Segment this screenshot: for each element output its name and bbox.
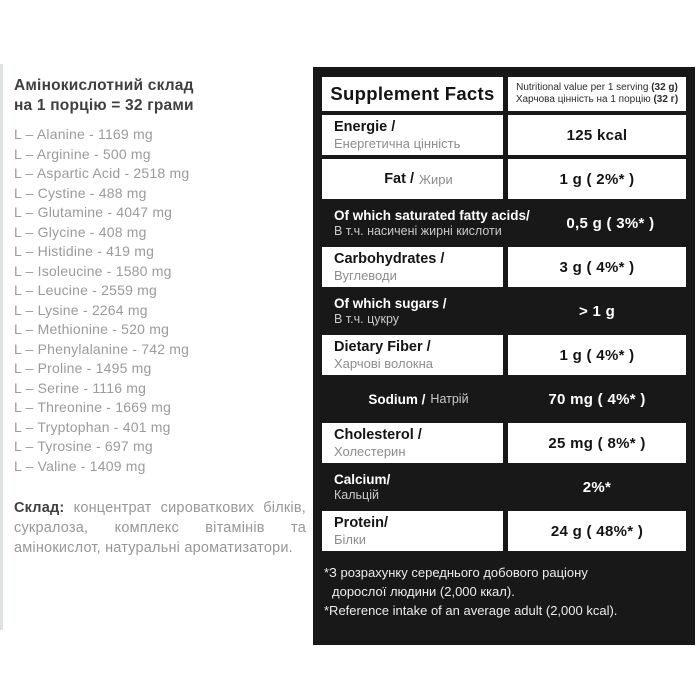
- list-item: L – Proline - 1495 mg: [14, 360, 152, 376]
- nutrient-name-en: Of which sugars /: [334, 296, 447, 311]
- serving-line-ua: Харчова цінність на 1 порцію (32 г): [515, 94, 679, 105]
- nutrient-name-ua: В т.ч. насичені жирні кислоти: [334, 224, 502, 238]
- list-item: L – Serine - 1116 mg: [14, 379, 147, 396]
- nutrient-name-ua: В т.ч. цукру: [334, 312, 400, 326]
- nutrient-row-saturated-fat: [322, 203, 686, 243]
- amino-panel: [14, 76, 306, 558]
- nutrient-row-sodium: [322, 379, 686, 419]
- list-item: L – Glycine - 408 mg: [14, 223, 147, 240]
- amino-heading-line2: на 1 порцію = 32 грами: [14, 97, 194, 114]
- nutrient-name-ua: Натрій: [430, 391, 469, 406]
- nutrient-value: 2%*: [582, 478, 612, 496]
- list-item: L – Arginine - 500 mg: [14, 145, 151, 162]
- supplement-facts-header: [322, 77, 686, 111]
- list-item: L – Isoleucine - 1580 mg: [14, 262, 172, 279]
- list-item: L – Tryptophan - 401 mg: [14, 418, 171, 435]
- nutrient-value: 1 g ( 4%* ): [508, 335, 686, 375]
- list-item: L – Threonine - 1669 mg: [14, 399, 172, 415]
- list-item: L – Aspartic Acid - 2518 mg: [14, 165, 190, 181]
- left-border-line: [0, 64, 3, 630]
- amino-heading-line1: Амінокислотний склад: [14, 77, 194, 94]
- list-item: L – Leucine - 2559 mg: [14, 282, 157, 298]
- nutrient-name-ua: Кальцій: [334, 488, 379, 502]
- nutrient-row-energy: [322, 115, 686, 155]
- nutrient-name-en: Carbohydrates /: [334, 251, 445, 267]
- list-item: L – Cystine - 488 mg: [14, 184, 147, 201]
- list-item: L – Glutamine - 4047 mg: [14, 204, 173, 220]
- serving-size-ua: (32 г): [653, 94, 679, 105]
- reference-intake-footnote: [322, 563, 686, 620]
- nutrient-name-ua: Вуглеводи: [334, 268, 397, 283]
- nutrient-name-en: Calcium/: [334, 472, 391, 487]
- nutrient-value: > 1 g: [578, 302, 616, 320]
- nutrient-name-ua: Білки: [334, 532, 366, 547]
- nutrient-name-ua: Холестерин: [334, 444, 406, 459]
- nutrient-name-ua: Харчові волокна: [334, 356, 434, 371]
- nutrient-row-carbohydrates: [322, 247, 686, 287]
- serving-info-cell: [508, 77, 686, 111]
- nutrient-row-cholesterol: [322, 423, 686, 463]
- nutrient-value: 125 kcal: [508, 115, 686, 155]
- nutrient-name-en: Of which saturated fatty acids/: [334, 208, 530, 223]
- supplement-facts-panel: [313, 67, 695, 645]
- nutrient-name-ua: Енергетична цінність: [334, 136, 461, 151]
- serving-line-en: Nutritional value per 1 serving (32 g): [516, 82, 678, 93]
- nutrient-value: 0,5 g ( 3%* ): [566, 214, 655, 232]
- list-item: L – Lysine - 2264 mg: [14, 301, 148, 318]
- supplement-facts-title: Supplement Facts: [330, 83, 495, 104]
- amino-list: [14, 125, 306, 476]
- nutrient-value: 1 g ( 2%* ): [508, 159, 686, 199]
- list-item: L – Histidine - 419 mg: [14, 243, 155, 259]
- footnote-line: дорослої людини (2,000 ккал).: [332, 584, 515, 599]
- nutrient-value: 25 mg ( 8%* ): [508, 423, 686, 463]
- nutrient-value: 24 g ( 48%* ): [508, 511, 686, 551]
- nutrient-row-protein: [322, 511, 686, 551]
- ingredients-text: концентрат сироваткових білків, сукралоза, комплекс вітамінів та амінокислот, натуральні ароматизатори.: [14, 500, 306, 556]
- serving-size-en: (32 g): [651, 82, 678, 93]
- ingredients-paragraph: [14, 498, 306, 558]
- nutrient-name-en: Sodium /: [368, 391, 426, 407]
- nutrient-row-calcium: [322, 467, 686, 507]
- nutrient-name-en: Fat /: [384, 170, 415, 187]
- list-item: L – Valine - 1409 mg: [14, 457, 146, 474]
- nutrient-name-en: Protein/: [334, 515, 388, 531]
- list-item: L – Tyrosine - 697 mg: [14, 438, 153, 454]
- nutrient-name-ua: Жири: [419, 171, 453, 187]
- nutrient-row-sugars: [322, 291, 686, 331]
- nutrient-value: 3 g ( 4%* ): [508, 247, 686, 287]
- nutrient-value: 70 mg ( 4%* ): [548, 390, 646, 408]
- list-item: L – Methionine - 520 mg: [14, 321, 170, 337]
- ingredients-label: Склад:: [14, 500, 65, 516]
- list-item: L – Alanine - 1169 mg: [14, 126, 153, 142]
- footnote-line: *З розрахунку середнього добового раціону: [324, 565, 588, 580]
- nutrient-name-en: Dietary Fiber /: [334, 339, 431, 355]
- footnote-line: *Reference intake of an average adult (2,000 kcal).: [324, 603, 618, 618]
- nutrient-name-en: Energie /: [334, 119, 396, 135]
- list-item: L – Phenylalanine - 742 mg: [14, 340, 190, 357]
- supplement-facts-title-cell: [322, 77, 503, 111]
- nutrient-name-en: Cholesterol /: [334, 427, 422, 443]
- nutrient-row-dietary-fiber: [322, 335, 686, 375]
- nutrient-row-fat: [322, 159, 686, 199]
- amino-heading: [14, 76, 306, 116]
